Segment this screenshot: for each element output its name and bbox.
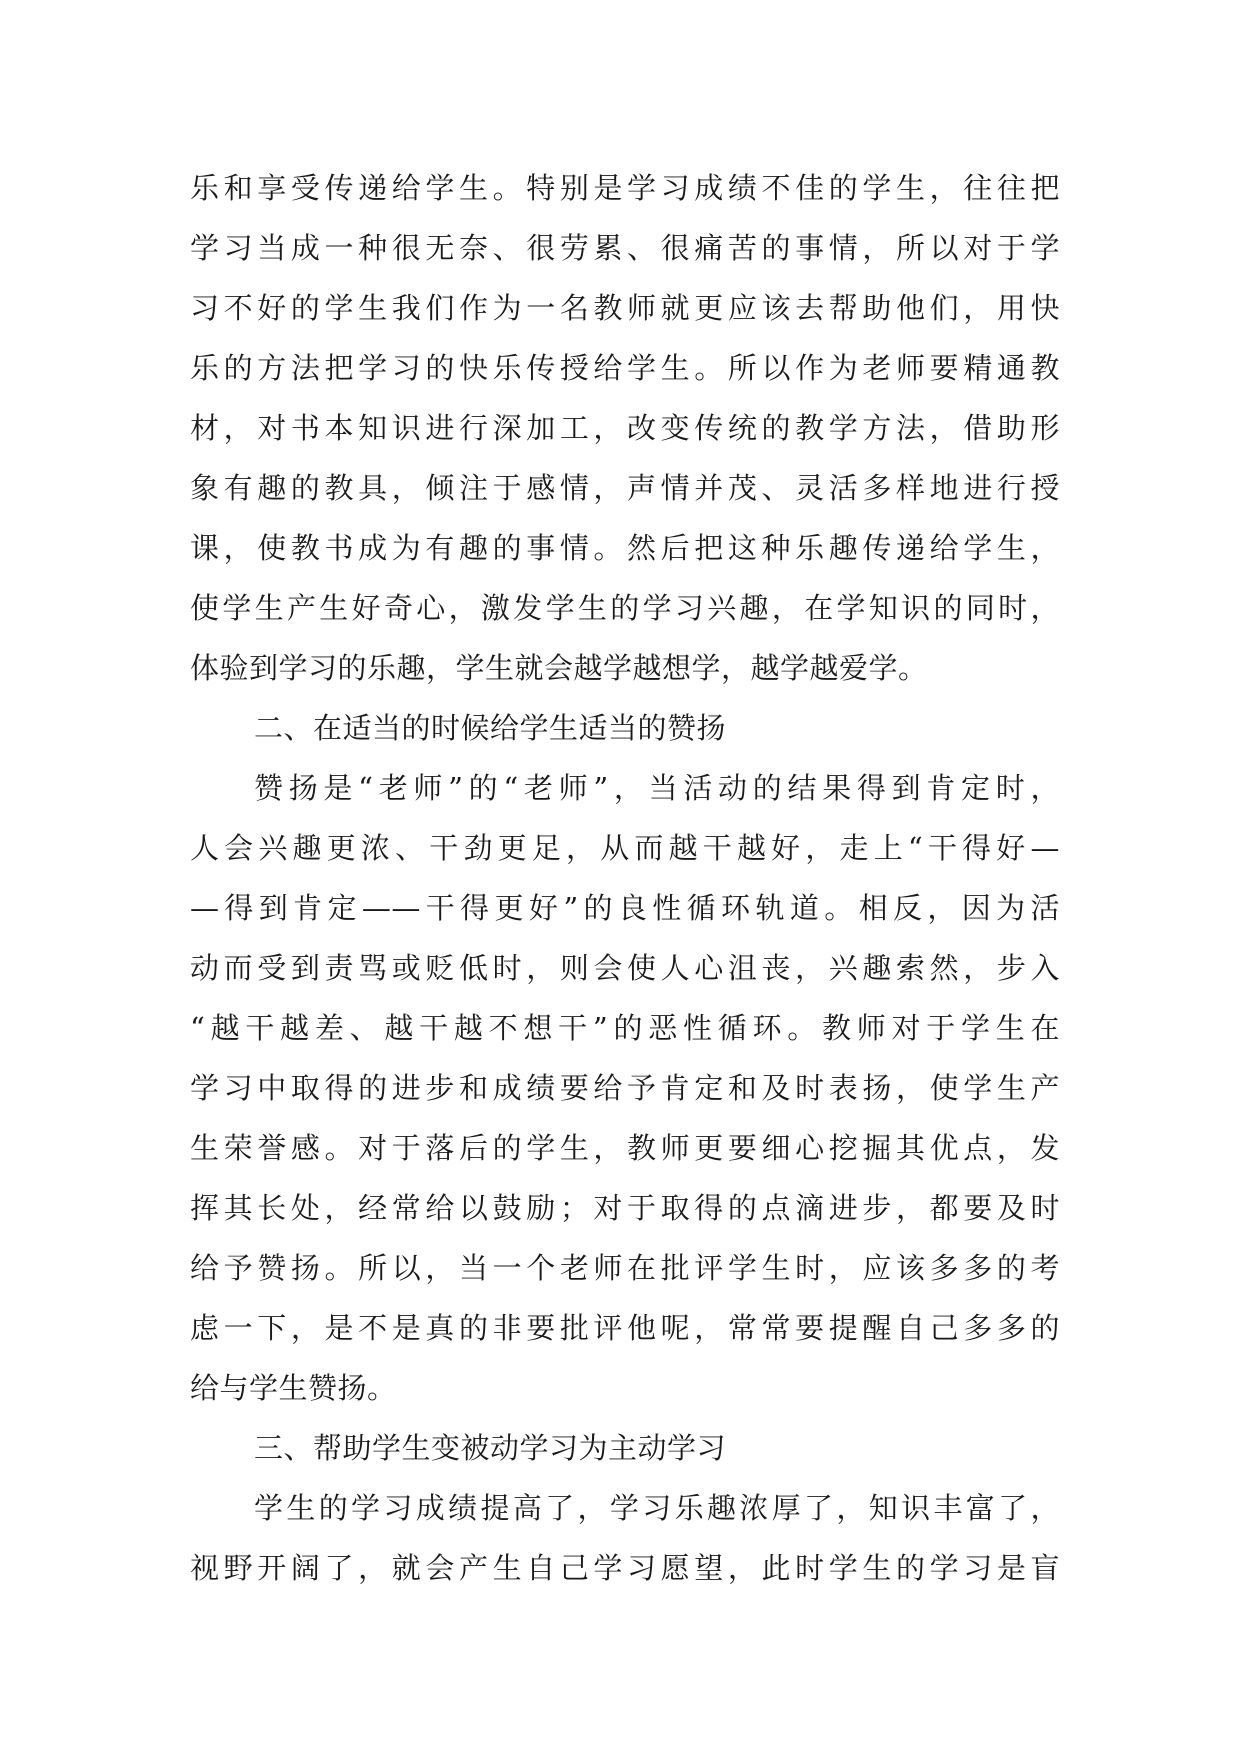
text-line: 材，对书本知识进行深加工，改变传统的教学方法，借助形 — [190, 411, 1060, 445]
text-line: 动而受到责骂或贬低时，则会使人心沮丧，兴趣索然，步入 — [190, 951, 1060, 985]
text-line: 生荣誉感。对于落后的学生，教师更要细心挖掘其优点，发 — [190, 1131, 1060, 1165]
text-line: 挥其长处，经常给以鼓励；对于取得的点滴进步，都要及时 — [190, 1191, 1060, 1225]
text-line: 使学生产生好奇心，激发学生的学习兴趣，在学知识的同时， — [190, 591, 1060, 625]
text-line: 体验到学习的乐趣，学生就会越学越想学，越学越爱学。 — [190, 651, 928, 685]
text-line: 学习当成一种很无奈、很劳累、很痛苦的事情，所以对于学 — [190, 231, 1060, 265]
text-line: 给与学生赞扬。 — [190, 1371, 397, 1405]
text-line: 虑一下，是不是真的非要批评他呢，常常要提醒自己多多的 — [190, 1311, 1060, 1345]
text-line: 乐的方法把学习的快乐传授给学生。所以作为老师要精通教 — [190, 351, 1060, 385]
text-line: 乐和享受传递给学生。特别是学习成绩不佳的学生，往往把 — [190, 171, 1060, 205]
text-line: 视野开阔了，就会产生自己学习愿望，此时学生的学习是盲 — [190, 1551, 1060, 1585]
text-line: “越干越差、越干越不想干”的恶性循环。教师对于学生在 — [190, 1011, 1060, 1045]
text-line: 学习中取得的进步和成绩要给予肯定和及时表扬，使学生产 — [190, 1071, 1060, 1105]
text-line: 课，使教书成为有趣的事情。然后把这种乐趣传递给学生， — [190, 531, 1060, 565]
text-line: —得到肯定——干得更好”的良性循环轨道。相反，因为活 — [190, 891, 1060, 925]
text-line: 习不好的学生我们作为一名教师就更应该去帮助他们，用快 — [190, 291, 1060, 325]
body-text — [190, 158, 1060, 1598]
section-heading: 二、在适当的时候给学生适当的赞扬 — [254, 711, 727, 745]
text-line: 赞扬是“老师”的“老师”，当活动的结果得到肯定时， — [254, 771, 1060, 805]
text-line: 象有趣的教具，倾注于感情，声情并茂、灵活多样地进行授 — [190, 471, 1060, 505]
section-heading: 三、帮助学生变被动学习为主动学习 — [254, 1431, 727, 1465]
text-line: 给予赞扬。所以，当一个老师在批评学生时，应该多多的考 — [190, 1251, 1060, 1285]
text-line: 学生的学习成绩提高了，学习乐趣浓厚了，知识丰富了， — [254, 1491, 1060, 1525]
text-line: 人会兴趣更浓、干劲更足，从而越干越好，走上“干得好— — [190, 831, 1060, 865]
